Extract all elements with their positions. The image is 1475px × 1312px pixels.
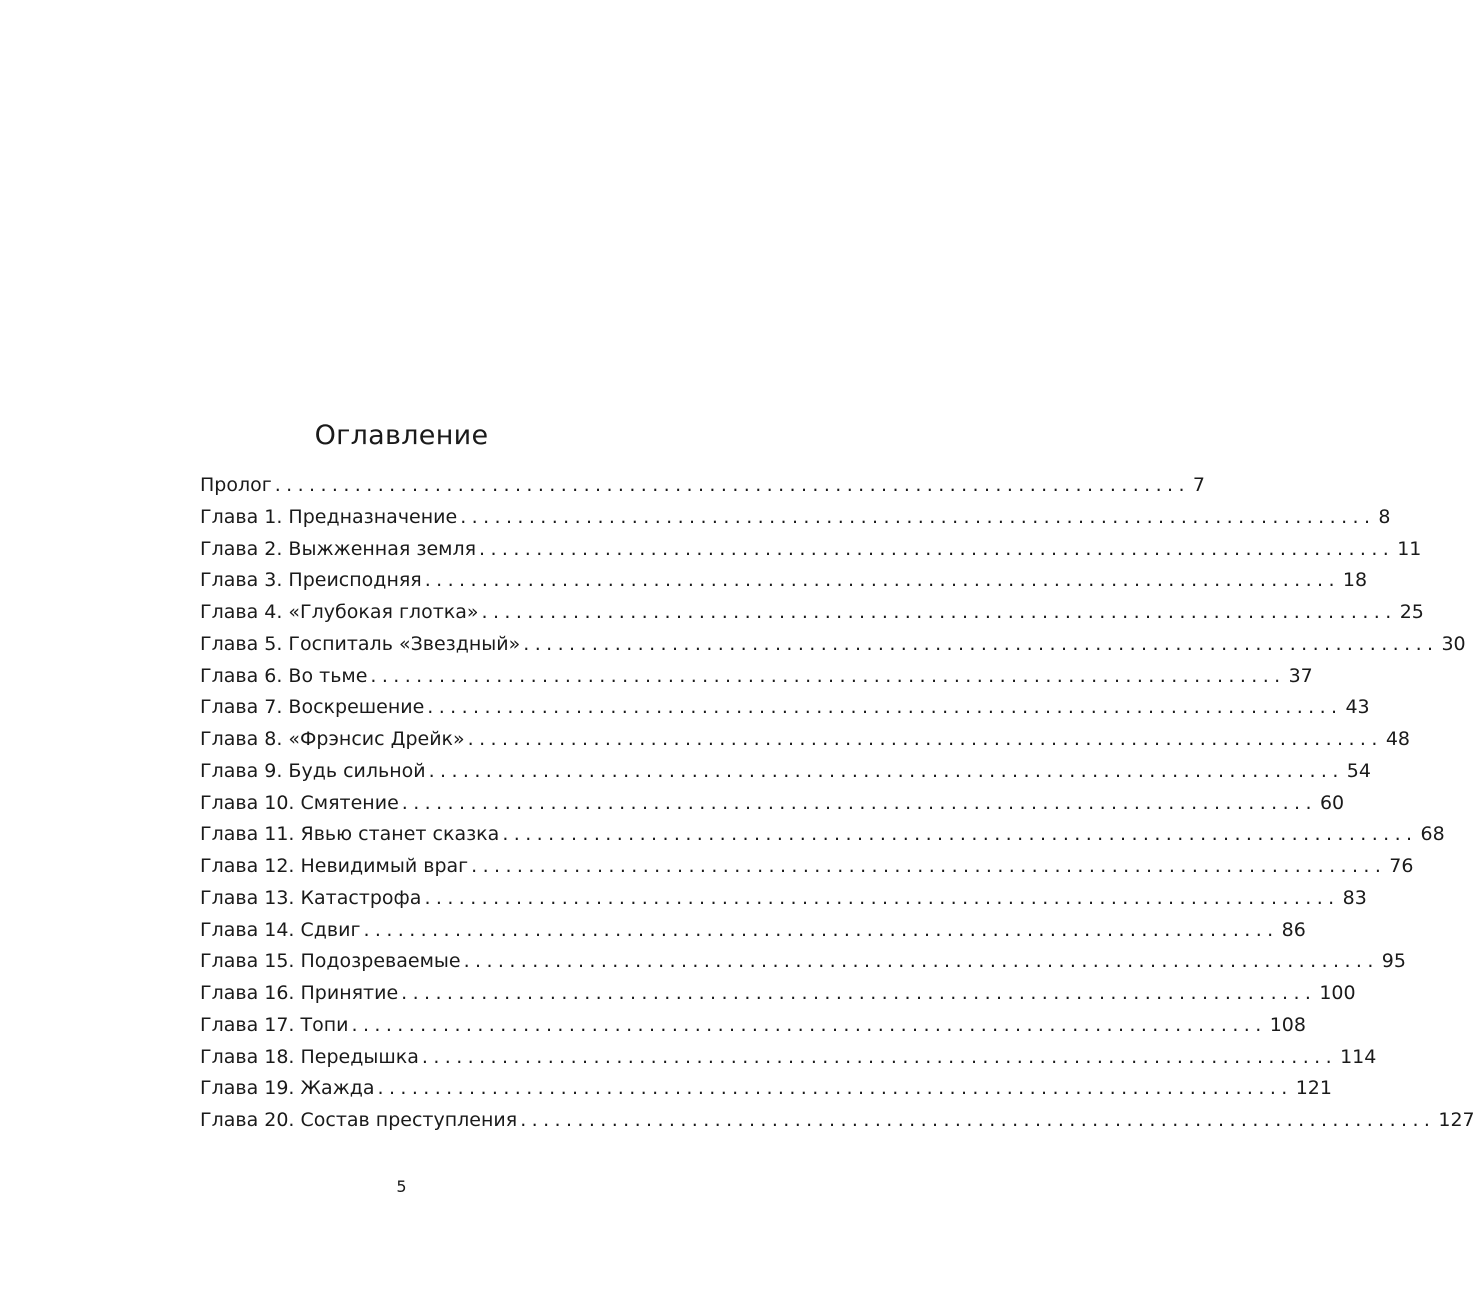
toc-entry-page: 7 [1192,474,1205,496]
toc-entry [200,823,1445,855]
toc-entry-page: 108 [1269,1013,1306,1036]
toc-list [200,474,1475,1141]
toc-entry-label: Глава 7. Воскрешение [200,696,425,719]
toc-entry-label: Глава 18. Передышка [200,1045,419,1068]
dot-leader: ................................................................................ [424,569,1340,592]
toc-entry-label: Глава 16. Принятие [200,982,399,1004]
toc-entry-page: 37 [1288,664,1313,687]
toc-entry [200,664,1313,697]
dot-leader: ................................................................................ [467,728,1383,750]
toc-entry [200,1045,1377,1078]
toc-entry-label: Глава 9. Будь сильной [200,759,426,782]
toc-entry-page: 43 [1345,696,1370,719]
dot-leader: ................................................................................ [471,855,1387,877]
toc-entry [200,855,1414,887]
toc-entry-label: Глава 5. Госпиталь «Звездный» [200,632,521,655]
toc-entry-page: 127 [1438,1109,1475,1131]
toc-entry-page: 48 [1385,728,1410,750]
dot-leader: ................................................................................ [401,982,1317,1004]
toc-entry [200,1077,1332,1109]
toc-entry-label: Глава 10. Смятение [200,791,399,814]
toc-entry-label: Глава 12. Невидимый враг [200,855,469,877]
toc-entry [200,632,1466,665]
toc-entry-page: 76 [1389,855,1414,877]
toc-entry-page: 100 [1319,982,1356,1004]
dot-leader: ................................................................................ [463,950,1379,973]
toc-title: Оглавление [314,420,489,451]
toc-entry-page: 83 [1342,886,1367,909]
toc-entry-label: Глава 15. Подозреваемые [200,950,461,973]
dot-leader: ................................................................................ [520,1109,1436,1131]
toc-entry [200,982,1356,1014]
toc-entry-label: Глава 8. «Фрэнсис Дрейк» [200,728,465,750]
toc-entry [200,950,1406,982]
toc-entry-page: 30 [1441,632,1466,655]
toc-entry-page: 11 [1397,537,1422,560]
toc-entry [200,696,1370,728]
dot-leader: ................................................................................ [481,601,1397,623]
toc-entry-label: Глава 4. «Глубокая глотка» [200,601,479,623]
toc-entry [200,474,1205,506]
toc-entry [200,918,1306,951]
toc-entry [200,886,1367,919]
toc-entry-page: 121 [1295,1077,1332,1100]
dot-leader: ................................................................................ [351,1013,1267,1036]
toc-entry-label: Глава 13. Катастрофа [200,886,422,909]
toc-entry-page: 18 [1342,569,1368,592]
toc-entry-page: 86 [1281,918,1306,941]
toc-entry-page: 68 [1420,823,1445,846]
toc-entry-label: Глава 17. Топи [200,1013,349,1036]
toc-entry [200,601,1424,633]
toc-entry [200,1109,1475,1141]
toc-entry-page: 8 [1378,505,1391,528]
dot-leader: ................................................................................ [427,696,1343,719]
dot-leader: ................................................................................ [401,791,1317,814]
dot-leader: ................................................................................ [363,918,1279,941]
toc-entry-label: Глава 19. Жажда [200,1077,375,1100]
dot-leader: ................................................................................ [421,1045,1338,1068]
toc-entry [200,537,1422,570]
toc-entry-label: Глава 11. Явью станет сказка [200,823,500,846]
toc-entry [200,791,1345,824]
dot-leader: ................................................................................ [424,886,1340,909]
toc-entry-page: 54 [1346,759,1371,782]
toc-entry-page: 60 [1319,791,1345,814]
toc-entry [200,505,1391,538]
dot-leader: ................................................................................ [460,505,1376,528]
toc-entry-label: Глава 3. Преисподняя [200,569,422,592]
toc-entry-label: Глава 6. Во тьме [200,664,368,687]
toc-entry [200,569,1368,601]
toc-entry-label: Пролог [200,474,272,496]
toc-entry-label: Глава 1. Предназначение [200,505,458,528]
page-number: 5 [396,1177,407,1196]
toc-entry [200,1013,1306,1046]
toc-entry-page: 95 [1381,950,1406,973]
dot-leader: ................................................................................ [523,632,1439,655]
toc-entry-page: 25 [1399,601,1424,623]
toc-entry [200,759,1371,792]
dot-leader: ................................................................................ [479,537,1395,560]
dot-leader: ................................................................................ [377,1077,1293,1100]
toc-entry [200,728,1410,760]
dot-leader: ................................................................................ [428,759,1344,782]
toc-entry-label: Глава 20. Состав преступления [200,1109,518,1131]
toc-entry-page: 114 [1340,1045,1377,1068]
toc-entry-label: Глава 14. Сдвиг [200,918,361,941]
dot-leader: ................................................................................ [370,664,1286,687]
dot-leader: ................................................................................ [502,823,1418,846]
toc-entry-label: Глава 2. Выжженная земля [200,537,477,560]
dot-leader: ................................................................................ [274,474,1190,496]
